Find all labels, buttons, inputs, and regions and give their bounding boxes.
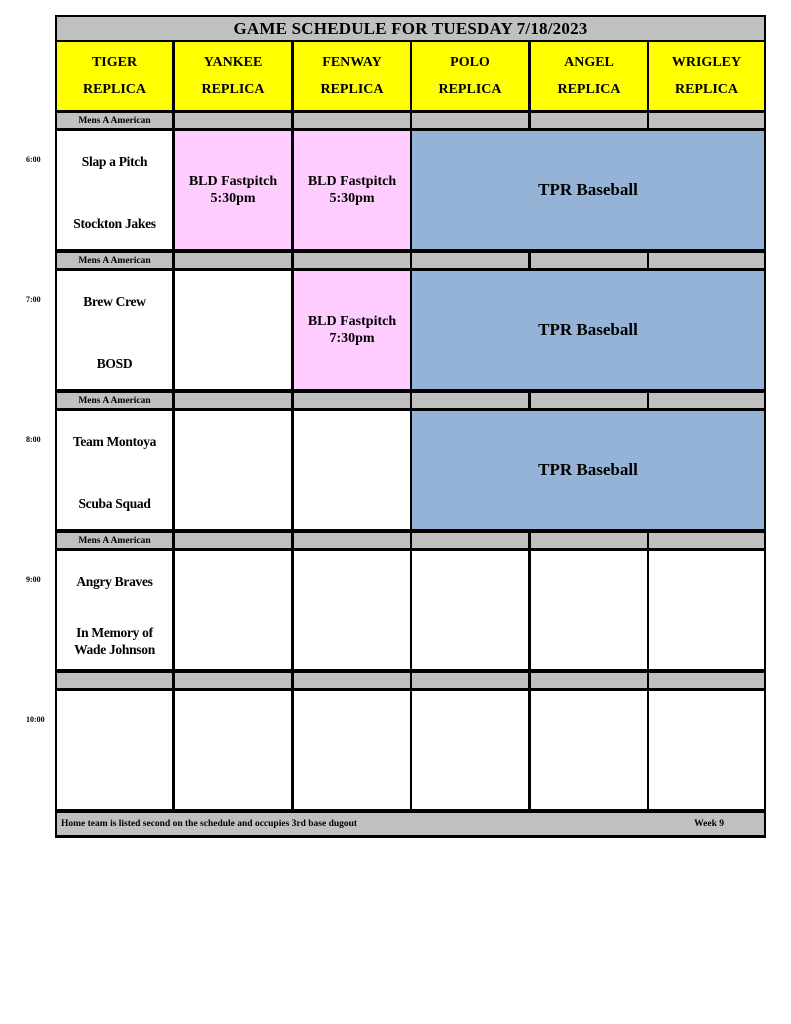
division-label: Mens A American <box>57 533 172 548</box>
separator <box>175 533 291 548</box>
empty-cell <box>531 551 647 669</box>
separator <box>294 533 410 548</box>
field-sub: REPLICA <box>438 82 502 97</box>
week-label: Week 9 <box>694 819 724 829</box>
team-away: Slap a Pitch <box>81 154 148 169</box>
event-time: 5:30pm <box>210 191 256 206</box>
field-name: POLO <box>450 55 490 70</box>
empty-cell <box>294 551 410 669</box>
separator <box>294 113 410 128</box>
field-sub: REPLICA <box>320 82 384 97</box>
field-name: FENWAY <box>322 55 382 70</box>
schedule-table <box>55 15 766 838</box>
empty-cell <box>649 691 764 809</box>
separator <box>649 533 764 548</box>
separator <box>294 253 410 268</box>
empty-cell <box>294 411 410 529</box>
team-away: Angry Braves <box>76 574 153 589</box>
event-time: 5:30pm <box>329 191 375 206</box>
field-name: ANGEL <box>564 55 614 70</box>
team-home: In Memory of Wade Johnson <box>74 625 155 657</box>
empty-cell <box>412 691 528 809</box>
empty-cell <box>175 411 291 529</box>
team-away: Brew Crew <box>83 294 146 309</box>
field-sub: REPLICA <box>674 82 738 97</box>
field-name: YANKEE <box>203 55 263 70</box>
matchup-6-00 <box>57 131 172 249</box>
event-tpr-baseball: TPR Baseball <box>412 131 764 249</box>
field-header-yankee <box>175 42 291 110</box>
time-label: 8:00 <box>26 435 41 444</box>
empty-cell <box>294 691 410 809</box>
event-title: BLD Fastpitch <box>307 174 397 189</box>
field-sub: REPLICA <box>201 82 265 97</box>
schedule-footer <box>57 813 764 835</box>
separator <box>412 393 528 408</box>
separator <box>649 673 764 688</box>
separator <box>412 673 528 688</box>
team-home: Scuba Squad <box>78 496 151 511</box>
matchup-8-00 <box>57 411 172 529</box>
empty-cell <box>649 551 764 669</box>
separator <box>57 673 172 688</box>
event-bld-fastpitch <box>175 131 291 249</box>
event-title: BLD Fastpitch <box>307 314 397 329</box>
field-name: TIGER <box>91 55 138 70</box>
separator <box>531 253 647 268</box>
separator <box>175 253 291 268</box>
separator <box>175 113 291 128</box>
separator <box>531 393 647 408</box>
event-tpr-baseball: TPR Baseball <box>412 271 764 389</box>
team-home: Stockton Jakes <box>73 216 156 231</box>
event-time: 7:30pm <box>329 331 375 346</box>
field-name: WRIGLEY <box>671 55 742 70</box>
matchup-7-00 <box>57 271 172 389</box>
separator <box>649 393 764 408</box>
separator <box>531 533 647 548</box>
separator <box>294 673 410 688</box>
schedule-title: GAME SCHEDULE FOR TUESDAY 7/18/2023 <box>57 17 764 40</box>
team-away: Team Montoya <box>72 434 157 449</box>
field-sub: REPLICA <box>557 82 621 97</box>
separator <box>531 673 647 688</box>
event-title: BLD Fastpitch <box>188 174 278 189</box>
division-label: Mens A American <box>57 253 172 268</box>
event-bld-fastpitch <box>294 131 410 249</box>
event-tpr-baseball: TPR Baseball <box>412 411 764 529</box>
separator <box>649 113 764 128</box>
field-header-fenway <box>294 42 410 110</box>
separator <box>175 673 291 688</box>
empty-cell <box>57 691 172 809</box>
matchup-9-00 <box>57 551 172 669</box>
separator <box>412 533 528 548</box>
team-home: BOSD <box>96 356 133 371</box>
field-header-polo <box>412 42 528 110</box>
division-label: Mens A American <box>57 113 172 128</box>
field-header-wrigley <box>649 42 764 110</box>
empty-cell <box>175 271 291 389</box>
separator <box>294 393 410 408</box>
field-header-tiger <box>57 42 172 110</box>
separator <box>412 253 528 268</box>
field-header-angel <box>531 42 647 110</box>
time-label: 9:00 <box>26 575 41 584</box>
separator <box>175 393 291 408</box>
footer-note: Home team is listed second on the schedule and occupies 3rd base dugout <box>61 819 358 829</box>
time-label: 6:00 <box>26 155 41 164</box>
time-label: 10:00 <box>26 715 45 724</box>
empty-cell <box>175 691 291 809</box>
field-sub: REPLICA <box>82 82 146 97</box>
event-bld-fastpitch <box>294 271 410 389</box>
empty-cell <box>175 551 291 669</box>
empty-cell <box>412 551 528 669</box>
time-label: 7:00 <box>26 295 41 304</box>
separator <box>649 253 764 268</box>
separator <box>412 113 528 128</box>
division-label: Mens A American <box>57 393 172 408</box>
separator <box>531 113 647 128</box>
empty-cell <box>531 691 647 809</box>
